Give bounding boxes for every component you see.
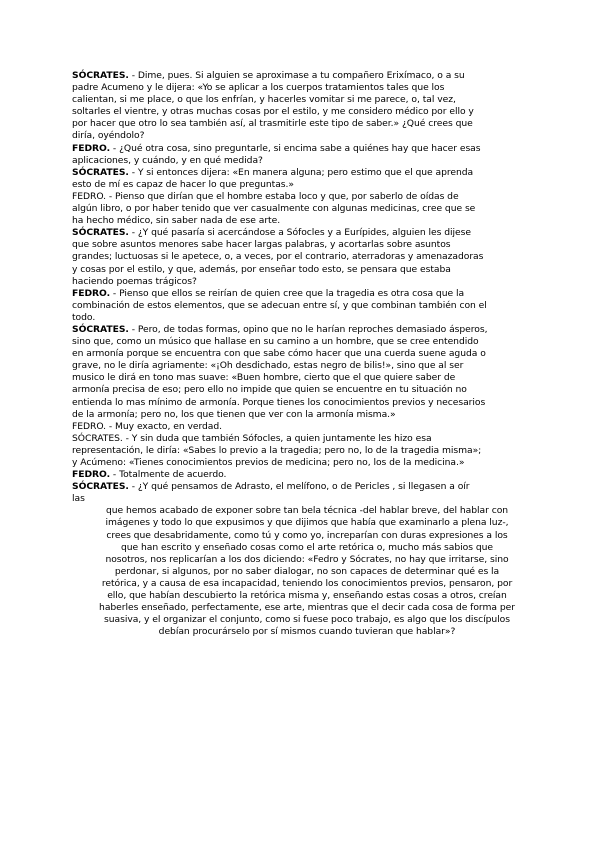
paragraph-text: - ¿Y qué pensamos de Adrasto, el melífono, o de Pericles , si llegasen a oír las [72, 481, 470, 505]
paragraph-text: - ¿Y qué pasaría si acercándose a Sófocles y a Eurípides, alguien les dijese que sobre asuntos menores sabe hacer largas palabras, y acortarlas sobre asuntos grandes; luctuosas si le apetece, o, a veces, por el contrario, aterradoras y amenazadoras y cosas por el estilo, y que, además, por enseñar todo esto, se pensara que estaba haciendo poemas trágicos? [72, 227, 484, 287]
paragraph-fedro-5 [72, 469, 542, 481]
paragraph-fedro-2 [72, 191, 542, 227]
speaker-label: SÓCRATES. [72, 323, 129, 335]
paragraph-text: - Pienso que ellos se reirían de quien cree que la tragedia es otra cosa que la combinación de estos elementos, que se adecuan entre sí, y que combinan también con el todo. [72, 287, 487, 323]
paragraph-socrates-2 [72, 167, 542, 191]
speaker-label: SÓCRATES. [72, 432, 123, 444]
speaker-label: SÓCRATES. [72, 166, 129, 178]
speaker-label: FEDRO. [72, 420, 107, 432]
paragraph-text: - Dime, pues. Si alguien se aproximase a tu compañero Erixímaco, o a su padre Acumeno y le dijera: «Yo se aplicar a los cuerpos tratamientos tales que los calientan, si me place, o que los enfrían, y hacerles vomitar si me parece, o, tal vez, soltarles el vientre, y otras muchas cosas por el estilo, y me considero médico por ello y por hacer que otro lo sea también así, al trasmitirle este tipo de saber.» ¿Qué crees que diría, oyéndolo? [72, 70, 474, 142]
paragraph-socrates-5 [72, 433, 542, 469]
paragraph-text: - Y sin duda que también Sófocles, a quien juntamente les hizo esa representación, le diría: «Sabes lo previo a la tragedia; pero no, lo de la tragedia misma»; y Acúmeno: «Tienes conocimientos previos de medicina; pero no, los de la medicina.» [72, 432, 482, 468]
paragraph-fedro-4 [72, 421, 542, 433]
speaker-label: SÓCRATES. [72, 227, 129, 239]
speaker-label: FEDRO. [72, 190, 107, 202]
paragraph-socrates-4 [72, 324, 542, 421]
speaker-label: FEDRO. [72, 469, 111, 481]
paragraph-text: - Pienso que dirían que el hombre estaba loco y que, por saberlo de oídas de algún libro, o por haber tenido que ver casualmente con algunas medicinas, cree que se ha hecho médico, sin saber nada de ese arte. [72, 190, 476, 227]
paragraph-text: que hemos acabado de exponer sobre tan bela técnica -del hablar breve, del hablar con imágenes y todo lo que expusimos y que dijimos que había que examinarlo a plena luz-, crees que desabridamente, como tú y como yo, increparían con duras expresiones a los que han escrito y enseñado cosas como el arte retórica o, mucho más sabios que nosotros, nos replicarían a los dos diciendo: «Fedro y Sócrates, no hay que irritarse, sino perdonar, si algunos, por no saber dialogar, no son capaces de determinar qué es la retórica, y a causa de esa incapacidad, teniendo los conocimientos previos, pensaron, por ello, que habían descubierto la retórica misma y, enseñando estas cosas a otros, creían haberles enseñado, perfectamente, ese arte, mientras que el decir cada cosa de forma per suasiva, y el organizar el conjunto, como si fuese poco trabajo, es algo que los discípulos debían procurárselo por sí mismos cuando tuvieran que hablar»? [99, 505, 515, 638]
document-page [72, 70, 542, 638]
speaker-label: SÓCRATES. [72, 481, 129, 493]
paragraph-fedro-3 [72, 288, 542, 324]
paragraph-text: - Y si entonces dijera: «En manera alguna; pero estimo que el que aprenda esto de mí es capaz de hacer lo que preguntas.» [72, 166, 474, 190]
speaker-label: FEDRO. [72, 142, 111, 154]
paragraph-socrates-3 [72, 227, 542, 287]
paragraph-text: - Pero, de todas formas, opino que no le harían reproches demasiado ásperos, sino que, como un músico que hallase en su camino a un hombre, que se cree entendido en armonía porque se encuentra con que sabe cómo hacer que una cuerda suene aguda o grave, no le diría agriamente: «¡Oh desdichado, estas negro de bilis!», sino que al ser musico le dirá en tono mas suave: «Buen hombre, cierto que el que quiere saber de armonía precisa de eso; pero ello no impide que quien se encuentre en tu situación no entienda lo mas mínimo de armonía. Porque tienes los conocimientos previos y necesarios de la armonía; pero no, los que tienen que ver con la armonía misma.» [72, 323, 488, 420]
speaker-label: SÓCRATES. [72, 70, 129, 81]
paragraph-text: - Muy exacto, en verdad. [106, 420, 223, 432]
paragraph-socrates-6 [72, 481, 542, 505]
paragraph-text: - ¿Qué otra cosa, sino preguntarle, si encima sabe a quiénes hay que hacer esas aplicaciones, y cuándo, y en qué medida? [72, 142, 481, 166]
paragraph-text: - Totalmente de acuerdo. [110, 469, 227, 481]
paragraph-socrates-1 [72, 70, 542, 143]
paragraph-fedro-1 [72, 143, 542, 167]
paragraph-continuation [72, 505, 542, 638]
speaker-label: FEDRO. [72, 287, 111, 299]
